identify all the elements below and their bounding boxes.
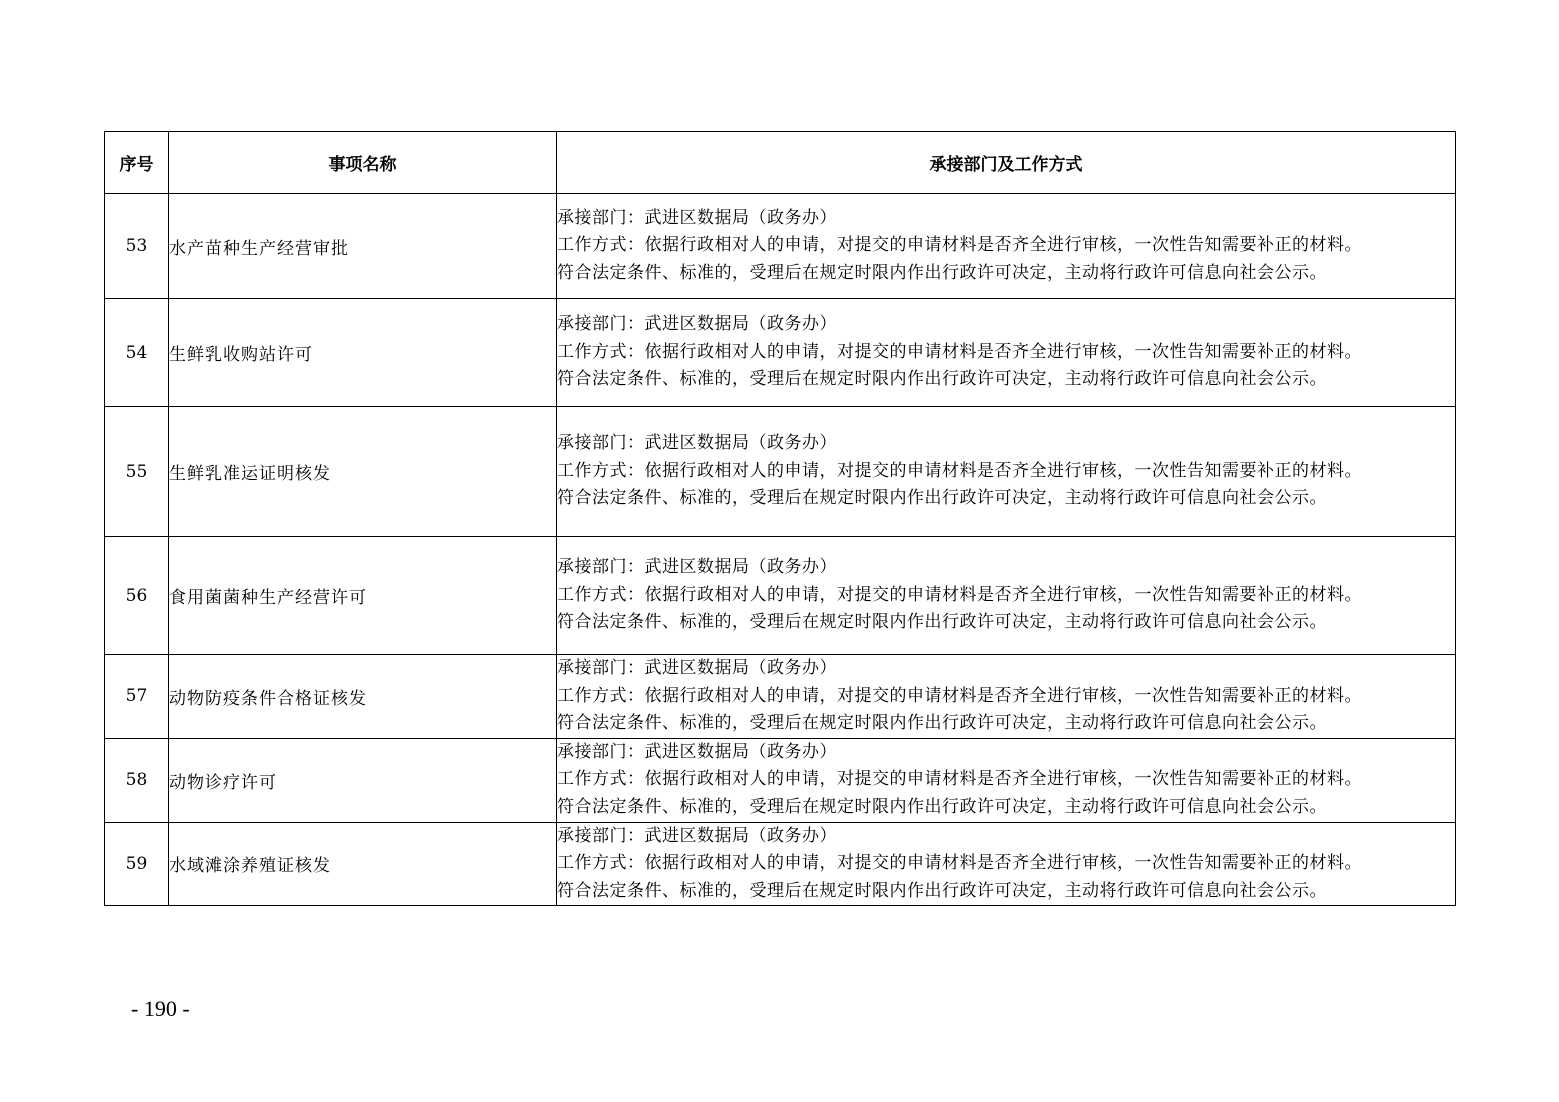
row-no: 54: [105, 299, 169, 407]
row-dept: [557, 738, 1456, 822]
method-line: 工作方式：依据行政相对人的申请，对提交的申请材料是否齐全进行审核，一次性告知需要补正的材料。: [557, 341, 1362, 362]
row-dept: [557, 822, 1456, 906]
row-dept: [557, 655, 1456, 739]
row-no: 55: [105, 407, 169, 537]
row-no: 58: [105, 738, 169, 822]
method-line-cont: 符合法定条件、标准的，受理后在规定时限内作出行政许可决定，主动将行政许可信息向社会公示。: [557, 713, 1327, 733]
dept-line: 承接部门：武进区数据局（政务办）: [557, 433, 837, 454]
dept-line: 承接部门：武进区数据局（政务办）: [557, 825, 837, 846]
method-line-cont: 符合法定条件、标准的，受理后在规定时限内作出行政许可决定，主动将行政许可信息向社会公示。: [557, 488, 1327, 509]
table-row: [105, 655, 1456, 739]
row-dept: [557, 299, 1456, 407]
header-name: 事项名称: [169, 132, 557, 194]
table-row: [105, 299, 1456, 407]
row-name: 生鲜乳收购站许可: [169, 299, 557, 407]
row-no: 56: [105, 537, 169, 655]
row-name: 生鲜乳准运证明核发: [169, 407, 557, 537]
dept-line: 承接部门：武进区数据局（政务办）: [557, 658, 837, 678]
row-name: 动物防疫条件合格证核发: [169, 655, 557, 739]
table-header-row: [105, 132, 1456, 194]
page-number: - 190 -: [131, 996, 190, 1021]
row-no: 59: [105, 822, 169, 906]
header-no: 序号: [105, 132, 169, 194]
row-name: 水产苗种生产经营审批: [169, 194, 557, 299]
method-line: 工作方式：依据行政相对人的申请，对提交的申请材料是否齐全进行审核，一次性告知需要补正的材料。: [557, 685, 1362, 706]
table-row: [105, 822, 1456, 906]
table-row: [105, 407, 1456, 537]
table-row: [105, 194, 1456, 299]
row-name: 食用菌菌种生产经营许可: [169, 537, 557, 655]
method-line: 工作方式：依据行政相对人的申请，对提交的申请材料是否齐全进行审核，一次性告知需要补正的材料。: [557, 235, 1362, 256]
dept-line: 承接部门：武进区数据局（政务办）: [557, 557, 837, 578]
dept-line: 承接部门：武进区数据局（政务办）: [557, 207, 837, 228]
row-name: 水域滩涂养殖证核发: [169, 822, 557, 906]
method-line-cont: 符合法定条件、标准的，受理后在规定时限内作出行政许可决定，主动将行政许可信息向社会公示。: [557, 369, 1327, 390]
table-row: [105, 738, 1456, 822]
method-line-cont: 符合法定条件、标准的，受理后在规定时限内作出行政许可决定，主动将行政许可信息向社会公示。: [557, 880, 1327, 901]
dept-line: 承接部门：武进区数据局（政务办）: [557, 741, 837, 762]
row-no: 53: [105, 194, 169, 299]
method-line-cont: 符合法定条件、标准的，受理后在规定时限内作出行政许可决定，主动将行政许可信息向社会公示。: [557, 612, 1327, 633]
items-table: [104, 131, 1456, 906]
row-name: 动物诊疗许可: [169, 738, 557, 822]
method-line: 工作方式：依据行政相对人的申请，对提交的申请材料是否齐全进行审核，一次性告知需要补正的材料。: [557, 584, 1362, 605]
row-dept: [557, 537, 1456, 655]
dept-line: 承接部门：武进区数据局（政务办）: [557, 314, 837, 335]
header-dept: 承接部门及工作方式: [557, 132, 1456, 194]
table-row: [105, 537, 1456, 655]
row-dept: [557, 407, 1456, 537]
row-dept: [557, 194, 1456, 299]
method-line: 工作方式：依据行政相对人的申请，对提交的申请材料是否齐全进行审核，一次性告知需要补正的材料。: [557, 853, 1362, 873]
row-no: 57: [105, 655, 169, 739]
method-line-cont: 符合法定条件、标准的，受理后在规定时限内作出行政许可决定，主动将行政许可信息向社会公示。: [557, 262, 1327, 283]
method-line: 工作方式：依据行政相对人的申请，对提交的申请材料是否齐全进行审核，一次性告知需要补正的材料。: [557, 460, 1362, 481]
method-line-cont: 符合法定条件、标准的，受理后在规定时限内作出行政许可决定，主动将行政许可信息向社会公示。: [557, 796, 1327, 817]
method-line: 工作方式：依据行政相对人的申请，对提交的申请材料是否齐全进行审核，一次性告知需要补正的材料。: [557, 769, 1362, 790]
